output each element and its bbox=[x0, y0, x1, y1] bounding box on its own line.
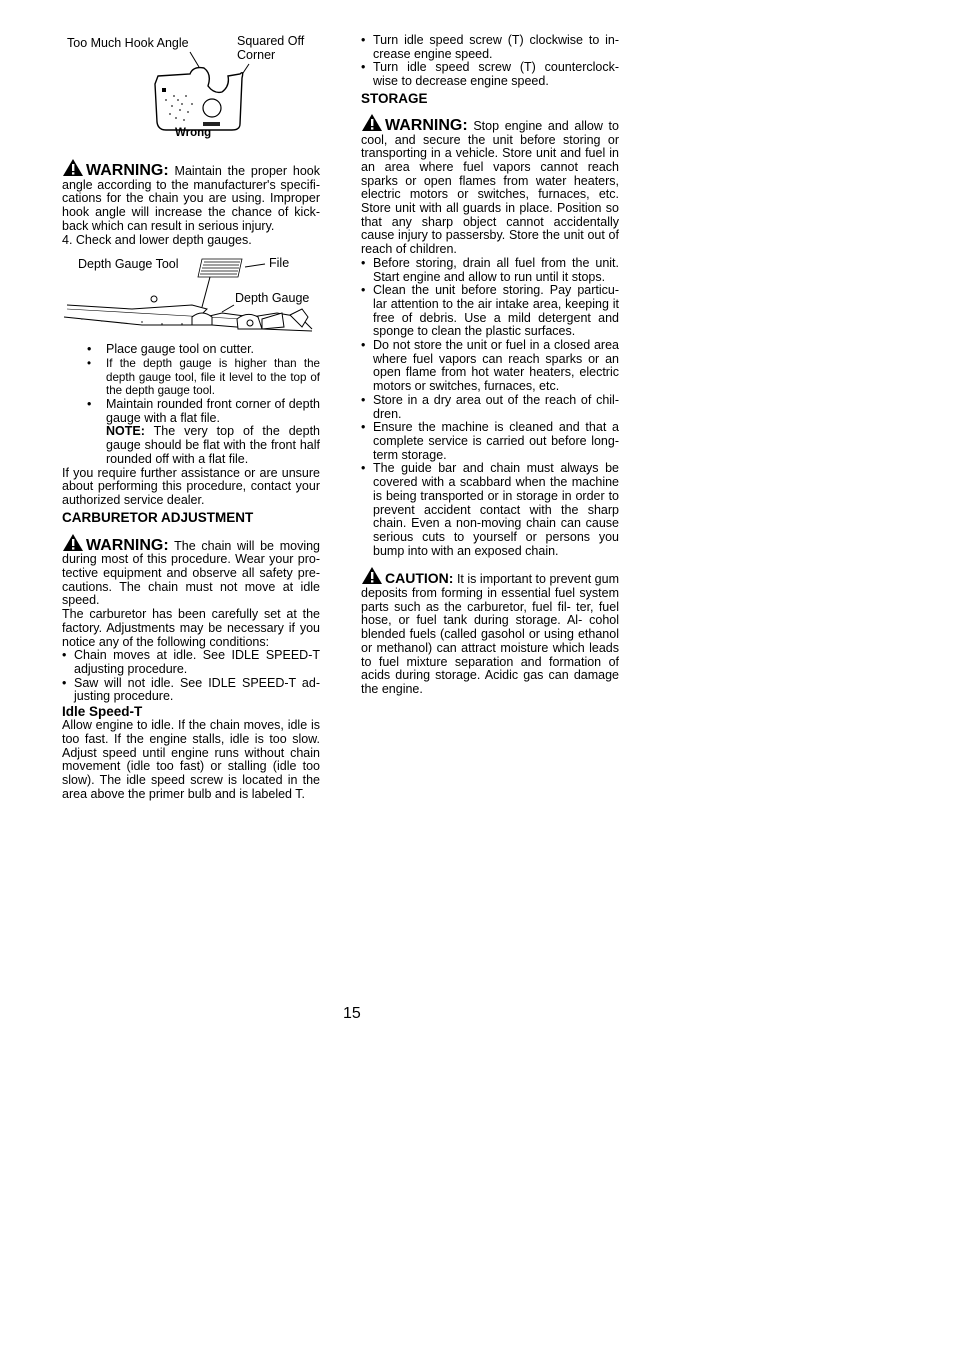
idle-adjust-steps bbox=[361, 34, 619, 89]
note-text: The very top of the depth gauge should be flat with the front half rounded off with a flat file. bbox=[106, 424, 320, 466]
list-item: • Turn idle speed screw (T) clockwise to in- crease engine speed. bbox=[361, 34, 619, 61]
step-4: 4. Check and lower depth gauges. bbox=[62, 232, 252, 247]
page-number: 15 bbox=[343, 1005, 361, 1022]
storage-steps bbox=[361, 257, 619, 558]
hook-angle-figure bbox=[62, 34, 320, 144]
warning-text: Stop engine and allow to cool, and secure the unit before storing or transporting in a vehicle. Store unit and fuel in an area where fuel vapors cannot reach sparks or open flames from water heaters, electric motors or switches, furnaces, etc. Store unit with all guards in place. Position so that any sharp object cannot accidentally cause injury to passersby. Store the unit out of reach of children. bbox=[361, 118, 619, 257]
idle-speed-heading: Idle Speed-T bbox=[62, 704, 143, 720]
list-item: • Ensure the machine is cleaned and that a complete service is carried out before long-term storage. bbox=[361, 421, 619, 462]
warning-label: WARNING: bbox=[86, 162, 169, 179]
warning-triangle-icon bbox=[361, 113, 383, 132]
list-item: • Do not store the unit or fuel in a closed area where fuel vapors can reach sparks or an open flame from hot water heaters, electric motors or switches, furnaces, etc. bbox=[361, 339, 619, 394]
list-item: • The guide bar and chain must always be covered with a scabbard when the machine is being transported or in storage in order to prevent accident contact with the sharp chain. Even a non-moving chain can cause serious cuts to yourself or persons you bump into with an exposed chain. bbox=[361, 462, 619, 558]
label-corner: Corner bbox=[237, 48, 276, 62]
list-item: • Saw will not idle. See IDLE SPEED-T ad- justing procedure. bbox=[62, 677, 320, 704]
label-squared-off: Squared Off bbox=[237, 34, 305, 48]
warning-triangle-icon bbox=[62, 533, 84, 552]
caution-fuel bbox=[361, 566, 619, 696]
list-item: • Store in a dry area out of the reach of chil- dren. bbox=[361, 394, 619, 421]
warning-label: WARNING: bbox=[385, 116, 468, 134]
note bbox=[62, 425, 320, 466]
storage-heading: STORAGE bbox=[361, 90, 428, 106]
caution-triangle-icon bbox=[361, 566, 383, 585]
idle-speed-paragraph: Allow engine to idle. If the chain moves, idle is too fast. If the engine stalls, idle is too slow. Adjust speed until engine runs without chain movement (idle too fast) or stalling (idle too slow). The idle speed screw is located in the area above the primer bulb and is labeled T. bbox=[62, 718, 320, 801]
list-item: • Place gauge tool on cutter. bbox=[62, 343, 320, 357]
carburetor-heading: CARBURETOR ADJUSTMENT bbox=[62, 509, 254, 525]
assist-paragraph: If you require further assistance or are unsure about performing this procedure, contact your authorized service dealer. bbox=[62, 465, 320, 507]
carburetor-conditions bbox=[62, 649, 320, 704]
list-item: • Before storing, drain all fuel from the unit. Start engine and allow to run until it stops. bbox=[361, 257, 619, 284]
warning-storage bbox=[361, 113, 619, 257]
note-label: NOTE: bbox=[106, 424, 145, 439]
label-depth-gauge: Depth Gauge bbox=[235, 291, 310, 306]
warning-label: WARNING: bbox=[86, 536, 169, 554]
warning-text: The chain will be moving during most of this procedure. Wear your pro- tective equipment and observe all safety pre- cautions. The chain must not move at idle speed. bbox=[62, 538, 321, 608]
depth-gauge-illustration bbox=[62, 247, 320, 343]
label-depth-gauge-tool: Depth Gauge Tool bbox=[78, 257, 179, 272]
caution-text: It is important to prevent gum deposits from forming in essential fuel system parts such as the carburetor, fuel fil- ter, fuel hose, or fuel tank during storage. Al- cohol blended fuels (called gasohol or using ethanol or methanol) can attract moisture which leads to fuel mixture separation and formation of acids during storage. Acidic gas can damage the engine. bbox=[361, 572, 619, 696]
caption-wrong: Wrong bbox=[175, 127, 212, 139]
depth-gauge-steps bbox=[62, 343, 320, 425]
warning-triangle-icon bbox=[62, 158, 84, 177]
warning-hook-angle bbox=[62, 158, 320, 234]
list-item: • Chain moves at idle. See IDLE SPEED-T adjusting procedure. bbox=[62, 649, 320, 676]
warning-text: Maintain the proper hook angle according to the manufacturer's specifi- cations for the chain you are using. Improper hook angle will increase the chance of kick- back which can result in serious injury. bbox=[62, 164, 320, 233]
list-item: • If the depth gauge is higher than the depth gauge tool, file it level to the top of the depth gauge tool. bbox=[62, 357, 320, 398]
list-item: • Clean the unit before storing. Pay particu- lar attention to the air intake area, keeping it free of debris. Use a mild detergent and sponge to clean the plastic surfaces. bbox=[361, 284, 619, 339]
label-file: File bbox=[269, 256, 290, 271]
label-too-much-hook-angle: Too Much Hook Angle bbox=[67, 36, 189, 50]
left-column bbox=[62, 34, 320, 801]
warning-carburetor bbox=[62, 533, 320, 609]
list-item: • Maintain rounded front corner of depth gauge with a flat file. bbox=[62, 398, 320, 425]
list-item: • Turn idle speed screw (T) counterclock- wise to decrease engine speed. bbox=[361, 61, 619, 88]
carburetor-paragraph: The carburetor has been carefully set at the factory. Adjustments may be necessary if you notice any of the following conditions: bbox=[62, 607, 320, 649]
right-column bbox=[361, 34, 619, 697]
caution-label: CAUTION: bbox=[385, 570, 454, 587]
depth-gauge-figure bbox=[62, 247, 320, 343]
